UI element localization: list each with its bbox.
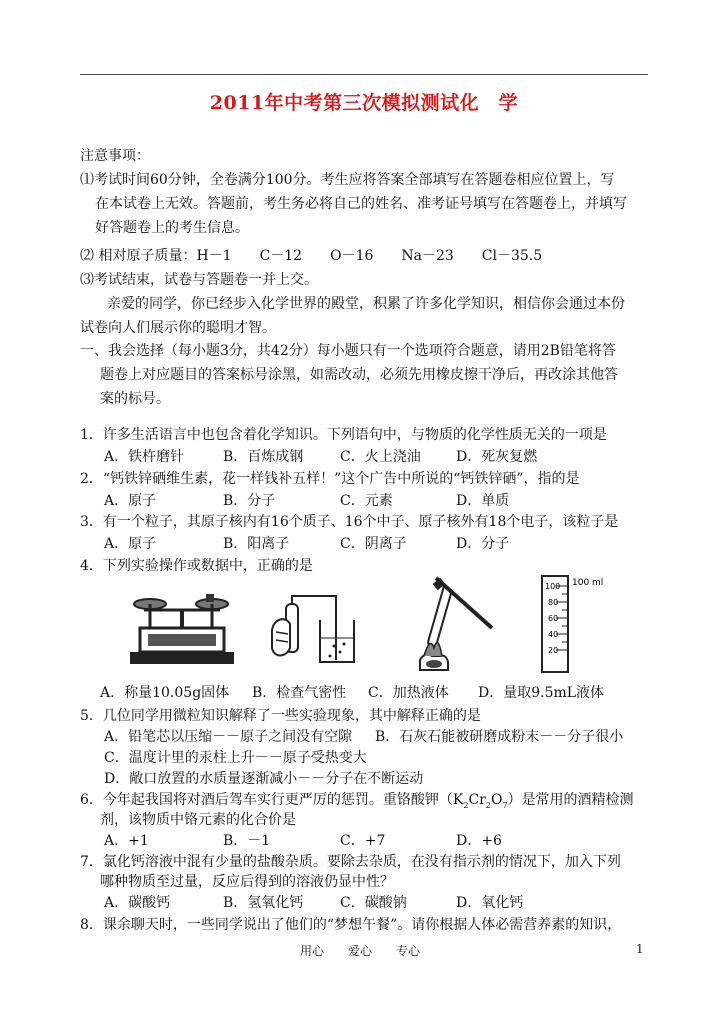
cylinder-tick-100: 100 (545, 582, 561, 591)
q7-stem-line-2: 哪种物质至过量，反应后得到的溶液仍显中性？ (100, 874, 394, 890)
notice-line-3: 好答题卷上的考生信息。 (95, 220, 249, 236)
q6-o: O (490, 792, 503, 808)
header-rule (80, 74, 648, 75)
section1-line-2: 题卷上对应题目的答案标号涂黑，如需改动，必须先用橡皮擦干净后，再改涂其他答 (100, 367, 618, 383)
q4-option-c: C．加热液体 (368, 685, 449, 701)
q5-option-c: C．温度计里的汞柱上升－－原子受热变大 (104, 750, 367, 766)
q1-option-b: B．百炼成钢 (223, 449, 304, 465)
notice-line-2: 在本试卷上无效。答题前，考生务必将自己的姓名、准考证号填写在答题卷上，并填写 (95, 196, 627, 212)
q3-option-d: D．分子 (456, 536, 510, 552)
q2-stem: 2．“钙铁锌硒维生素，花一样钱补五样！”这个广告中所说的“钙铁锌硒”，指的是 (80, 471, 580, 487)
q6-sub-o: 7 (502, 800, 508, 810)
notice-heading: 注意事项： (80, 148, 150, 164)
q5-option-a: A．铅笔芯以压缩－－原子之间没有空隙 (104, 729, 353, 745)
section1-line-3: 案的标号。 (100, 391, 170, 407)
q3-stem: 3．有一个粒子，其原子核内有16个质子、16个中子、原子核外有18个电子，该粒子是 (80, 514, 619, 530)
cylinder-tick-60: 60 (548, 614, 559, 623)
cylinder-tick-40: 40 (548, 630, 559, 639)
notice-line-1: ⑴考试时间60分钟，全卷满分100分。考生应将答案全部填写在答题卷相应位置上，写 (80, 172, 615, 188)
q1-option-a: A．铁杵磨针 (104, 449, 185, 465)
q2-option-a: A．原子 (104, 493, 157, 509)
intro-line-1: 亲爱的同学，你已经步入化学世界的殿堂，积累了许多化学知识，相信你会通过本份 (107, 296, 625, 312)
q5-stem: 5．几位同学用微粒知识解释了一些实验现象，其中解释正确的是 (80, 708, 481, 724)
airtightness-figure (264, 590, 360, 670)
q6-sub-cr: 2 (485, 800, 491, 810)
notice-line-5: ⑶考试结束，试卷与答题卷一并上交。 (80, 272, 318, 288)
q1-stem: 1．许多生活语言中也包含着化学知识。下列语句中，与物质的化学性质无关的一项是 (80, 427, 607, 443)
q6-option-c: C．+7 (340, 833, 386, 849)
q6-stem-pre: 6．今年起我国将对酒后驾车实行更严厉的惩罚。重铬酸钾（K (80, 792, 464, 808)
q6-stem-post: ）是常用的酒精检测 (507, 792, 634, 808)
q5-option-d: D．敞口放置的水质量逐渐减小－－分子在不断运动 (104, 771, 424, 787)
q3-option-a: A．原子 (104, 536, 157, 552)
intro-line-2: 试卷向人们展示你的聪明才智。 (80, 320, 276, 336)
q3-option-c: C．阴离子 (340, 536, 407, 552)
q7-option-b: B．氢氧化钙 (223, 895, 304, 911)
heating-liquid-figure (400, 572, 496, 672)
q2-option-b: B．分子 (223, 493, 276, 509)
q3-option-b: B．阳离子 (223, 536, 290, 552)
q2-option-c: C．元素 (340, 493, 393, 509)
q8-stem: 8．课余聊天时，一些同学说出了他们的“梦想午餐”。请你根据人体必需营养素的知识， (80, 917, 622, 933)
q4-option-d: D．量取9.5mL液体 (478, 685, 605, 701)
notice-line-4: ⑵ 相对原子质量：H－1 C－12 O－16 Na－23 Cl－35.5 (80, 248, 543, 264)
section1-line-1: 一、我会选择（每小题3分，共42分）每小题只有一个选项符合题意，请用2B铅笔将答 (80, 343, 616, 359)
q7-option-c: C．碳酸钠 (340, 895, 407, 911)
q6-option-a: A．+1 (104, 833, 149, 849)
q7-option-d: D．氧化钙 (456, 895, 524, 911)
q4-option-b: B．检查气密性 (252, 685, 347, 701)
exam-title: 2011年中考第三次模拟测试化 学 (209, 92, 519, 114)
q6-option-d: D．+6 (456, 833, 502, 849)
q6-stem-line-2: 剂，该物质中铬元素的化合价是 (100, 812, 296, 828)
q7-option-a: A．碳酸钙 (104, 895, 171, 911)
cylinder-capacity-label: 100 ml (572, 578, 604, 588)
q6-option-b: B．－1 (223, 833, 271, 849)
q6-cr: Cr (468, 792, 486, 808)
footer-motto: 用心 爱心 专心 (300, 944, 421, 958)
q7-stem-line-1: 7．氯化钙溶液中混有少量的盐酸杂质。要除去杂质，在没有指示剂的情况下，加入下列 (80, 854, 621, 870)
q1-option-c: C．火上浇油 (340, 449, 421, 465)
q4-stem: 4．下列实验操作或数据中，正确的是 (80, 558, 313, 574)
balance-figure (126, 588, 238, 668)
q2-option-d: D．单质 (456, 493, 510, 509)
cylinder-tick-20: 20 (548, 646, 559, 655)
q1-option-d: D．死灰复燃 (456, 449, 538, 465)
q6-sub-k: 2 (463, 800, 469, 810)
q4-option-a: A．称量10.05g固体 (100, 685, 230, 701)
page-number: 1 (636, 942, 644, 956)
cylinder-tick-80: 80 (548, 598, 559, 607)
q5-option-b: B．石灰石能被研磨成粉末－－分子很小 (375, 729, 624, 745)
graduated-cylinder-figure (536, 572, 616, 676)
